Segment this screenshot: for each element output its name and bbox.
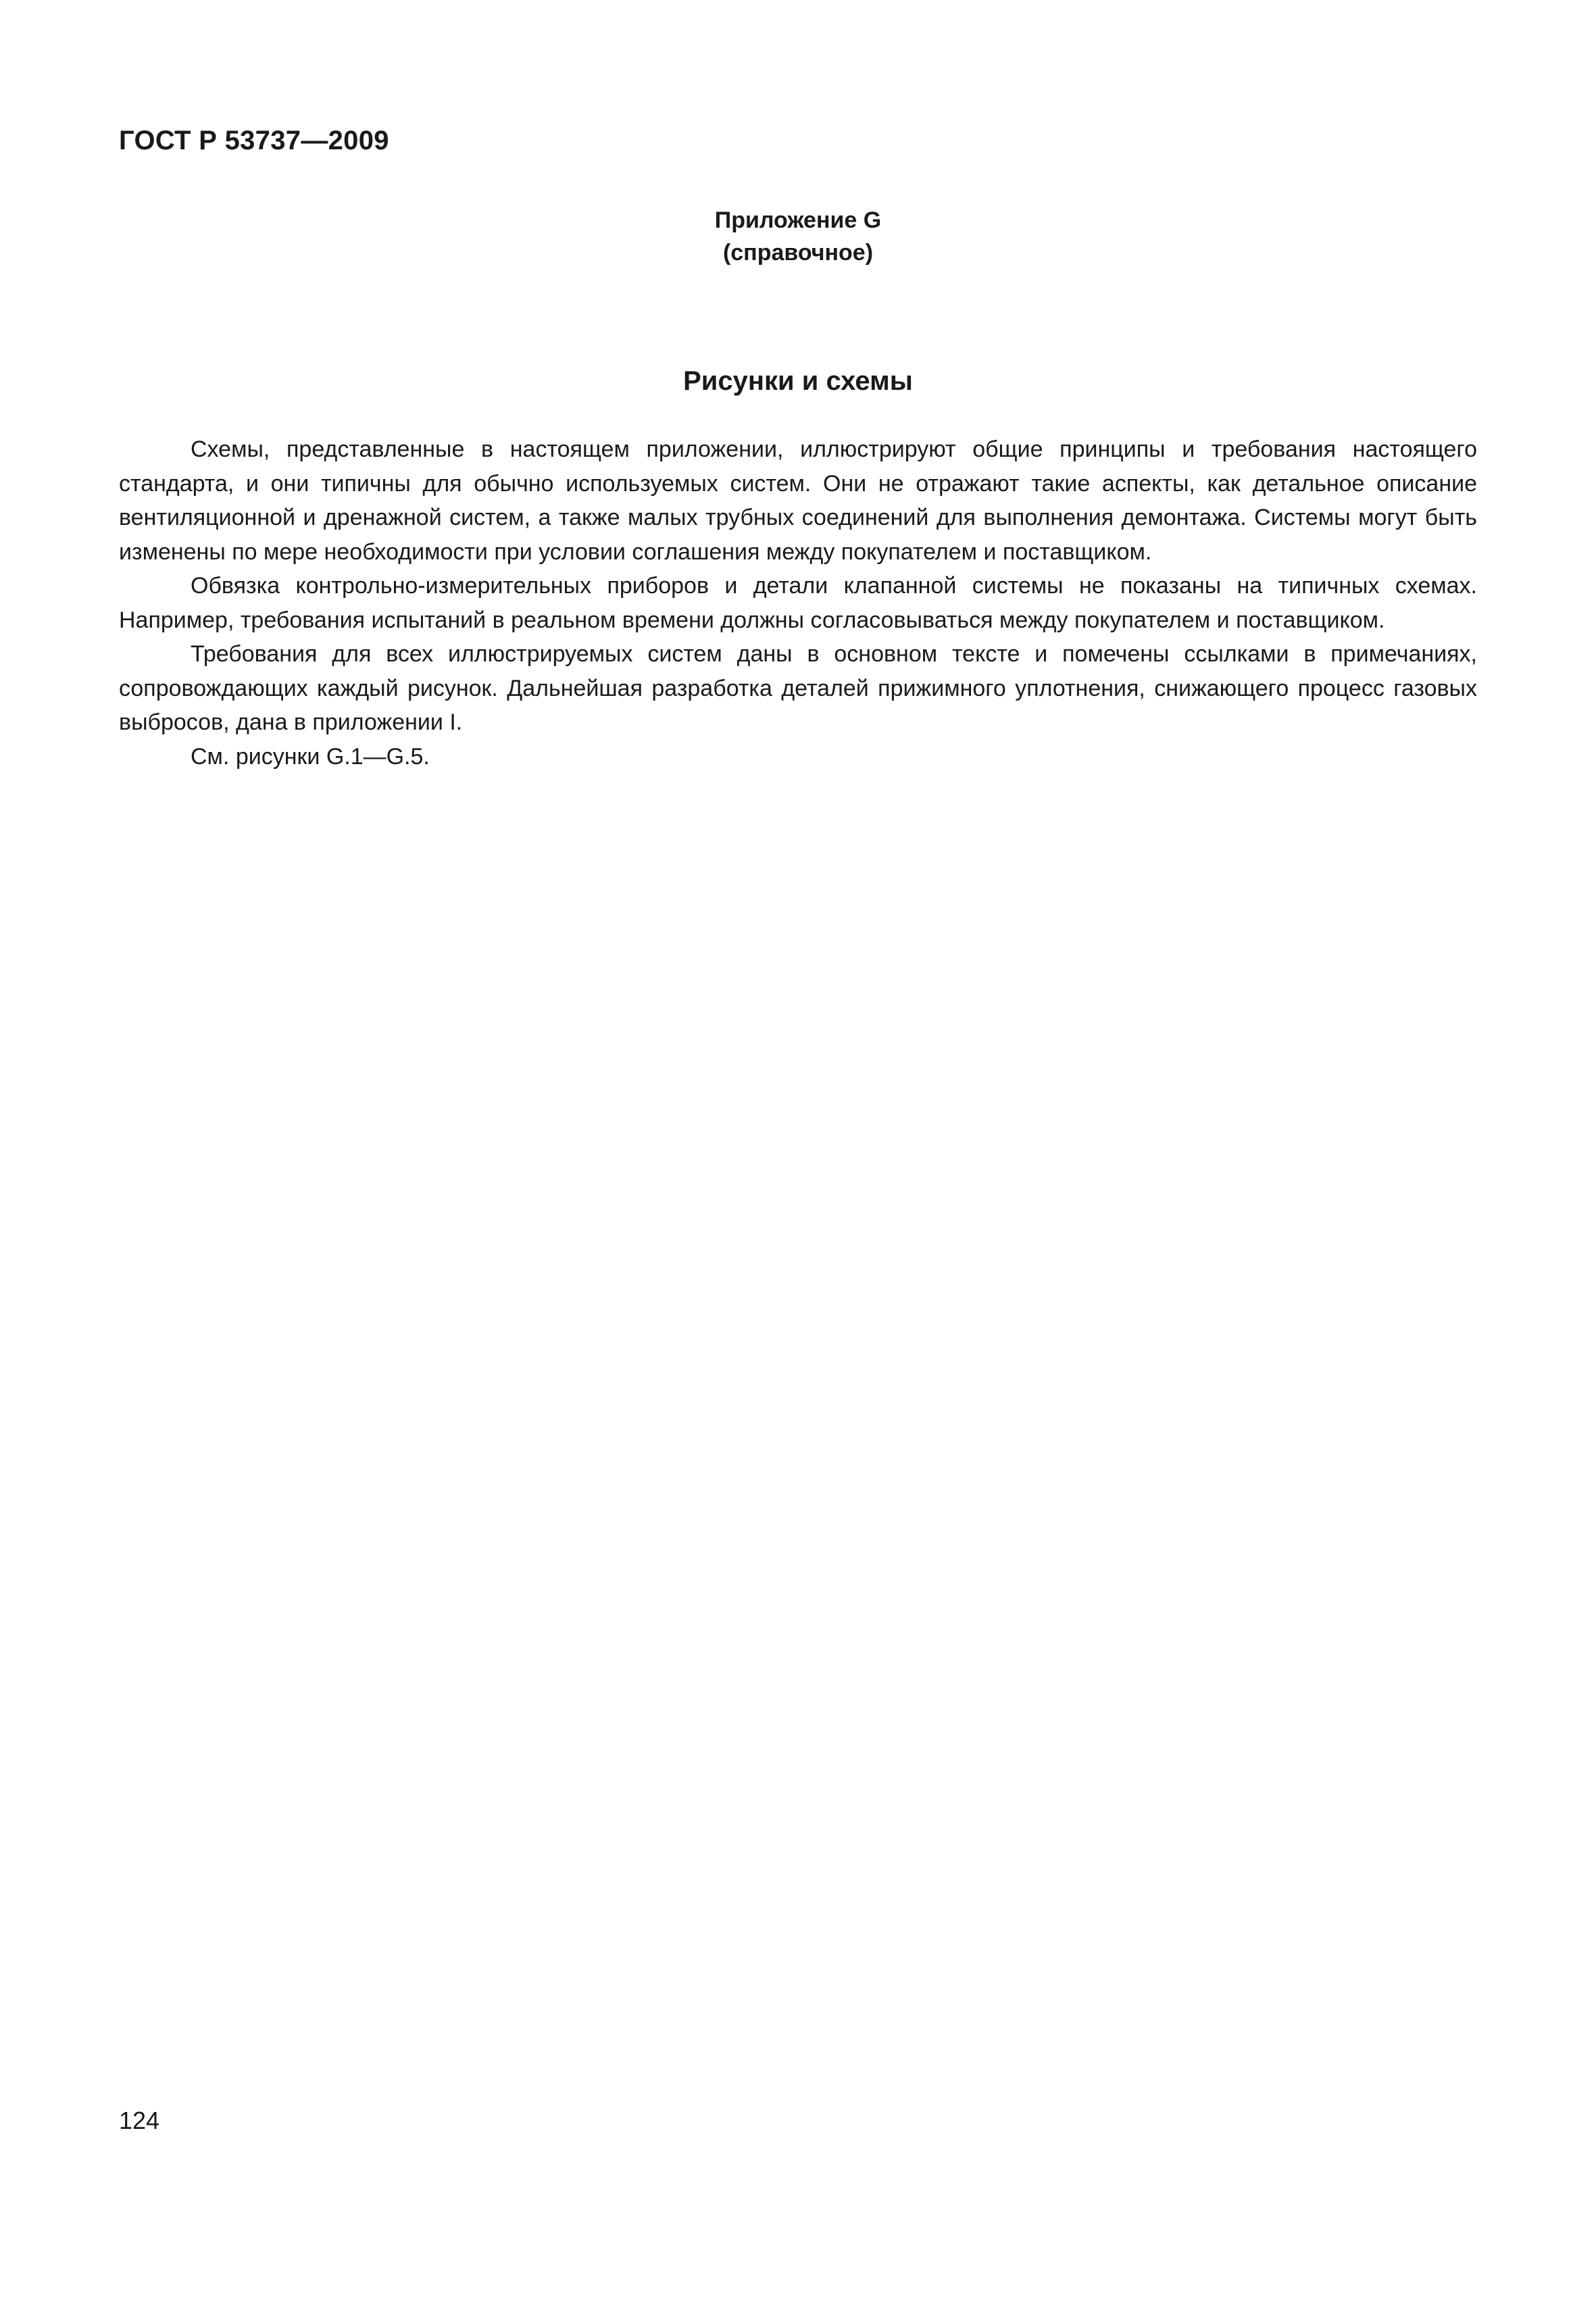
document-code: ГОСТ Р 53737—2009 — [119, 126, 389, 155]
appendix-type: (справочное) — [722, 240, 874, 266]
paragraph: См. рисунки G.1—G.5. — [191, 743, 430, 770]
section-title: Рисунки и схемы — [683, 366, 913, 396]
page-number: 124 — [119, 2107, 160, 2134]
paragraph: Обвязка контрольно-измерительных приборов и детали клапанной системы не показаны на типичных схемах. Например, требования испытаний в реальном времени должны согласовываться между покупателем и поставщиком. — [119, 573, 1477, 633]
appendix-title: Приложение G — [714, 207, 882, 233]
appendix-heading — [0, 204, 1596, 269]
body-text — [119, 432, 1477, 774]
paragraph: Схемы, представленные в настоящем приложении, иллюстрируют общие принципы и требования настоящего стандарта, и они типичны для обычно используемых систем. Они не отражают такие аспекты, как детальное описание вентиляционной и дренажной систем, а также малых трубных соединений для выполнения демонтажа. Системы могут быть изменены по мере необходимости при условии соглашения между покупателем и поставщиком. — [119, 436, 1477, 565]
paragraph: Требования для всех иллюстрируемых систем даны в основном тексте и помечены ссылками в примечаниях, сопровождающих каждый рисунок. Дальнейшая разработка деталей прижимного уплотнения, снижающего процесс газовых выбросов, дана в приложении I. — [119, 641, 1477, 735]
